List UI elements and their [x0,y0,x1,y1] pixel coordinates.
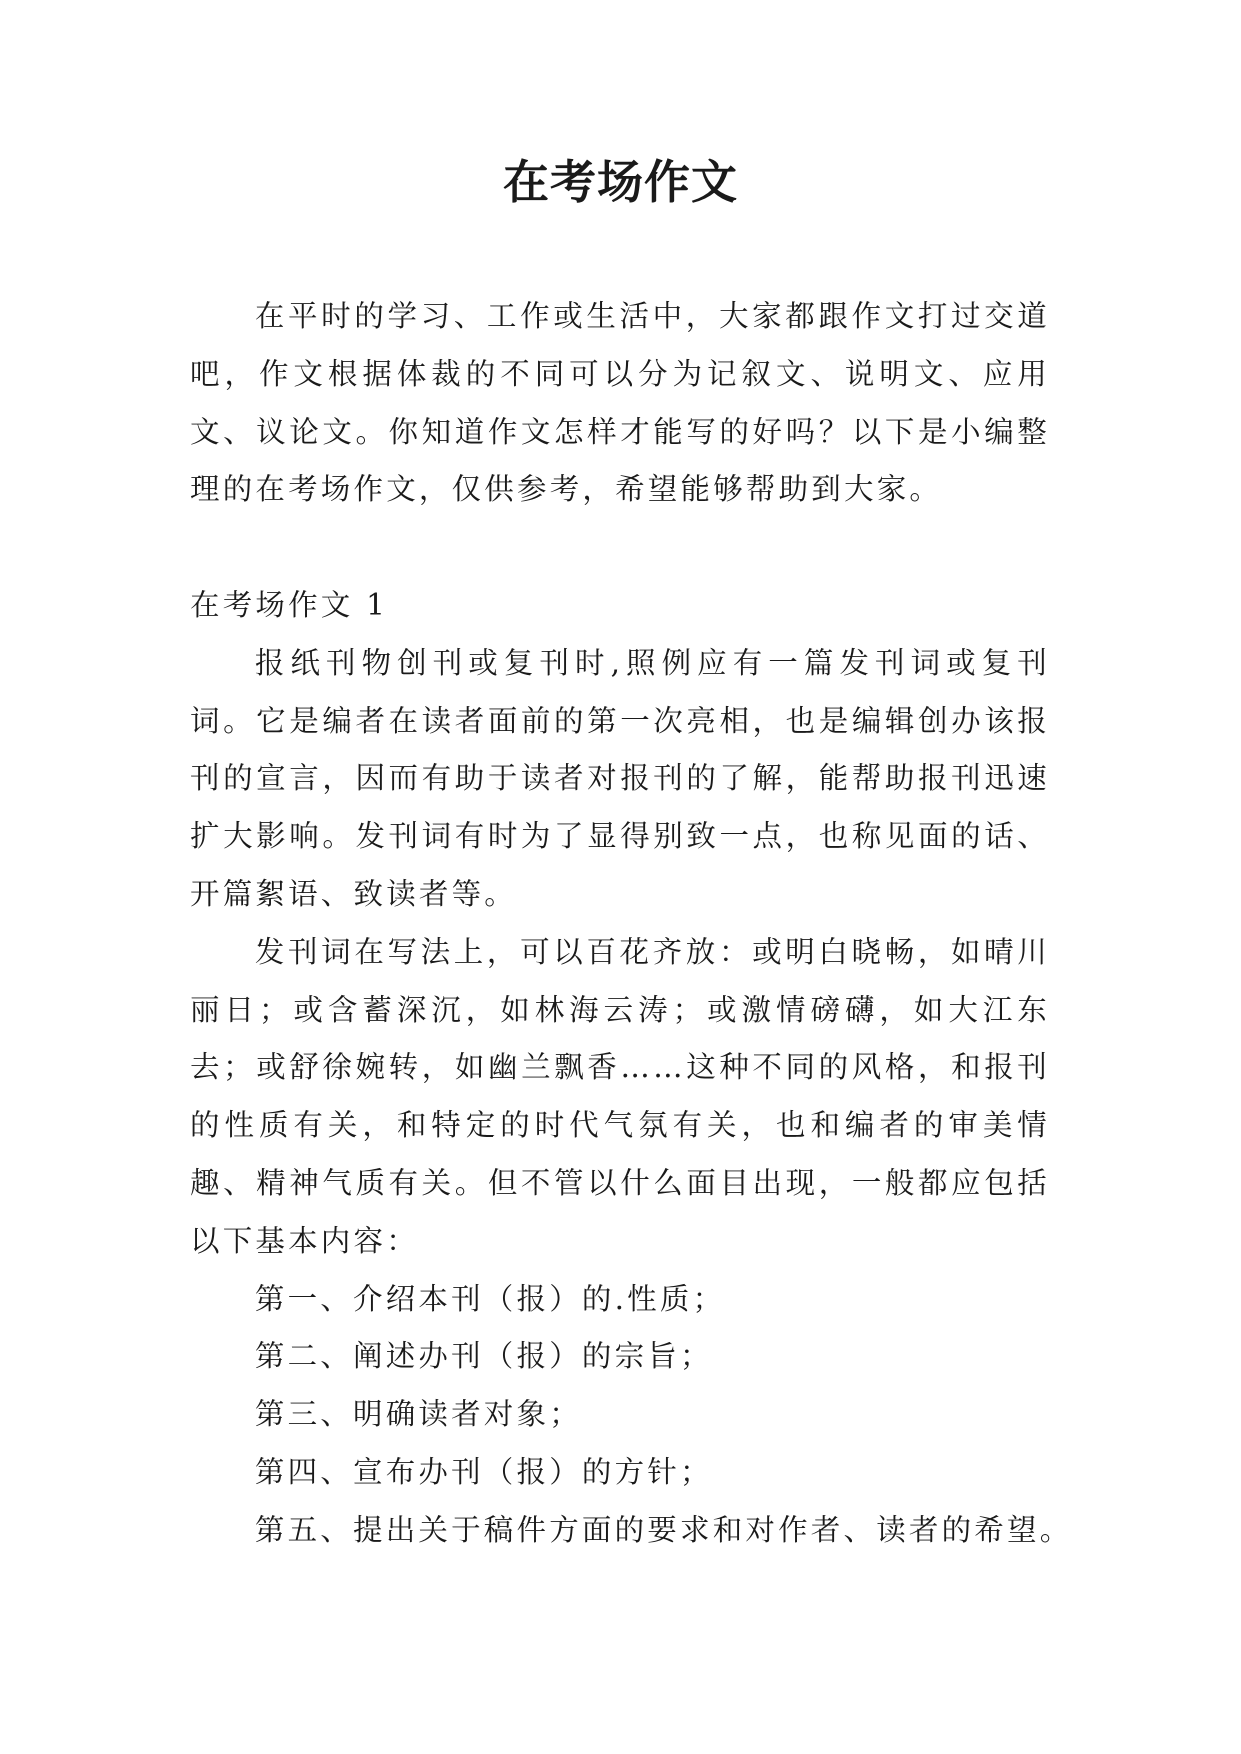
list-item: 第一、介绍本刊（报）的.性质； [254,1281,726,1316]
intro-paragraph: 在平时的学习、工作或生活中，大家都跟作文打过交道吧，作文根据体裁的不同可以分为记叙文、说明文、应用文、议论文。你知道作文怎样才能写的好吗？以下是小编整理的在考场作文，仅供参考，希望能够帮助到大家。 [190,299,1050,507]
body-paragraph-2: 发刊词在写法上，可以百花齐放：或明白晓畅，如晴川丽日；或含蓄深沉，如林海云涛；或激情磅礴，如大江东去；或舒徐婉转，如幽兰飘香……这种不同的风格，和报刊的性质有关，和特定的时代气氛有关，也和编者的审美情趣、精神气质有关。但不管以什么面目出现，一般都应包括以下基本内容： [190,934,1050,1258]
paragraph-spacer [190,519,1050,577]
document-body [190,288,1073,1560]
section-heading: 在考场作文 1 [190,587,389,622]
body-paragraph-1: 报纸刊物创刊或复刊时,照例应有一篇发刊词或复刊词。它是编者在读者面前的第一次亮相，也是编辑创办该报刊的宣言，因而有助于读者对报刊的了解，能帮助报刊迅速扩大影响。发刊词有时为了显得别致一点，也称见面的话、开篇絮语、致读者等。 [190,645,1050,911]
list-item: 第三、明确读者对象； [254,1397,582,1432]
list-item: 第五、提出关于稿件方面的要求和对作者、读者的希望。 [254,1512,1073,1547]
list-item: 第二、阐述办刊（报）的宗旨； [254,1339,713,1374]
document-title: 在考场作文 [503,155,738,209]
list-item: 第四、宣布办刊（报）的方针； [254,1454,713,1489]
